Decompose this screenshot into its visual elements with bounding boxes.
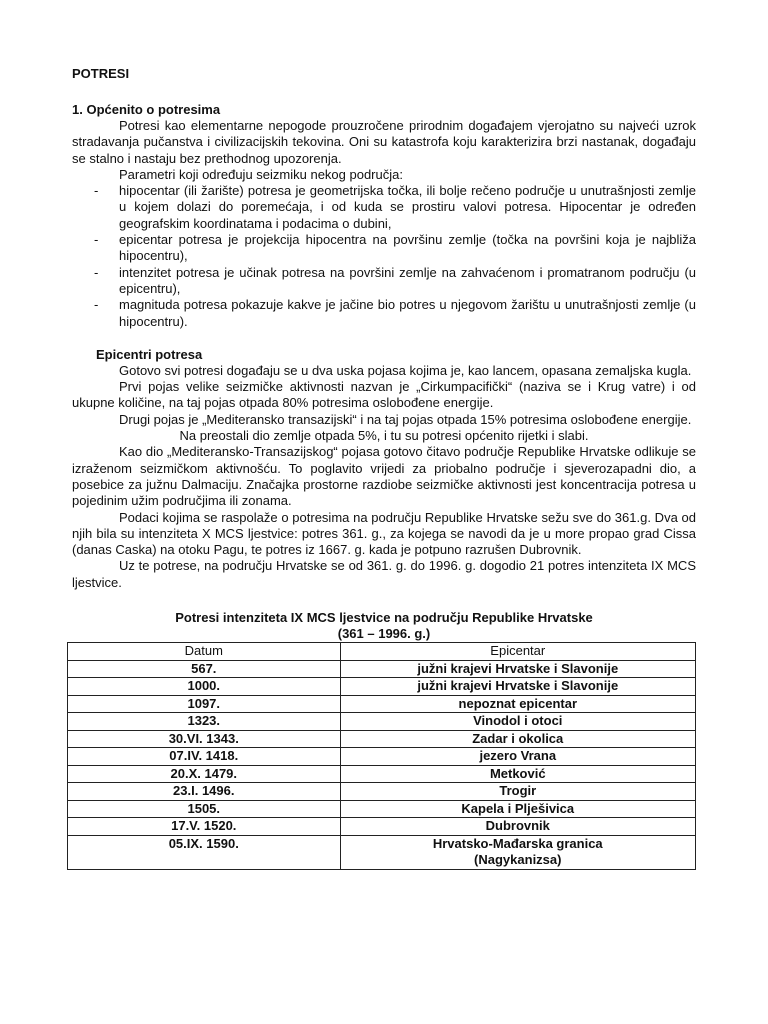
table-caption-line: Potresi intenziteta IX MCS ljestvice na području Republike Hrvatske — [175, 610, 593, 626]
cell-epicenter: južni krajevi Hrvatske i Slavonije — [340, 660, 695, 678]
cell-date: 567. — [68, 660, 341, 678]
table-row — [68, 678, 696, 696]
table-row — [68, 818, 696, 836]
table-header-row — [68, 643, 696, 661]
cell-epicenter: Metković — [340, 765, 695, 783]
cell-date: 1000. — [68, 678, 341, 696]
earthquake-table — [67, 642, 696, 870]
parameters-list — [72, 183, 696, 330]
cell-epicenter: Vinodol i otoci — [340, 713, 695, 731]
table-row — [68, 783, 696, 801]
cell-date: 1097. — [68, 695, 341, 713]
cell-epicenter: Zadar i okolica — [340, 730, 695, 748]
paragraph: Podaci kojima se raspolaže o potresima na području Republike Hrvatske sežu sve do 361.g. Dva od njih bila su intenziteta X MCS ljestvice: potres 361. g., za kojega se navodi da je u more propao grad Cissa (danas Caska) na otoku Pagu, te potres iz 1667. g. kada je potpuno razrušen Dubrovnik. — [72, 509, 696, 558]
list-item: - hipocentar (ili žarište) potresa je geometrijska točka, ili bolje rečeno područje u unutrašnjosti zemlje u kojem dolazi do poremećaja, i od kuda se prostiru valovi potresa. Hipocentar je određen geografskim koordinatama i podacima o dubini, — [72, 183, 696, 232]
table-row — [68, 800, 696, 818]
intro-paragraph: Potresi kao elementarne nepogode prouzročene prirodnim događajem vjerojatno su najveći uzrok stradavanja pučanstva i civilizacijskih tekovina. Oni su katastrofa koju karakterizira brzi nastanak, događaju se stalno i nastaju bez prethodnog upozorenja. — [72, 118, 696, 166]
parameters-intro: Parametri koji određuju seizmiku nekog područja: — [119, 166, 403, 182]
paragraph: Drugi pojas je „Mediteransko transazijski“ i na taj pojas otpada 15% potresima oslobođene energije. — [119, 411, 692, 427]
paragraph: Prvi pojas velike seizmičke aktivnosti nazvan je „Cirkumpacifički“ (naziva se i Krug vatre) i od ukupne količine, na taj pojas otpada 80% potresima oslobođene energije. — [72, 379, 696, 411]
paragraph: Na preostali dio zemlje otpada 5%, i tu su potresi općenito rijetki i slabi. — [179, 428, 589, 444]
subsection-title: Epicentri potresa — [96, 346, 203, 362]
cell-epicenter: jezero Vrana — [340, 748, 695, 766]
paragraph: Gotovo svi potresi događaju se u dva uska pojasa kojima je, kao lancem, opasana zemaljska kugla. — [119, 362, 692, 378]
section-title: 1. Općenito o potresima — [72, 102, 221, 117]
column-header-epicenter: Epicentar — [340, 643, 695, 661]
list-item: - intenzitet potresa je učinak potresa na površini zemlje na zahvaćenom i promatranom području (u epicentru), — [72, 265, 696, 298]
cell-date: 30.VI. 1343. — [68, 730, 341, 748]
cell-date: 17.V. 1520. — [68, 818, 341, 836]
cell-epicenter: nepoznat epicentar — [340, 695, 695, 713]
table-row — [68, 713, 696, 731]
document-page — [72, 66, 696, 870]
cell-date: 1505. — [68, 800, 341, 818]
cell-epicenter: Kapela i Plješivica — [340, 800, 695, 818]
table-row — [68, 695, 696, 713]
list-item: - epicentar potresa je projekcija hipocentra na površinu zemlje (točka na površini koja je najbliža hipocentru), — [72, 232, 696, 265]
paragraph: Kao dio „Mediteransko-Transazijskog“ pojasa gotovo čitavo područje Republike Hrvatske odlikuje se izraženom seizmičkom aktivnošću. To poglavito vrijedi za priobalno područje i sjeverozapadni dio, a posebice za južnu Dalmaciju. Značajka prostorne razdiobe seizmičke aktivnosti jest koncentracija potresa u pojedinim užim područjima ili zonama. — [72, 444, 696, 509]
cell-epicenter: južni krajevi Hrvatske i Slavonije — [340, 678, 695, 696]
list-item: - magnituda potresa pokazuje kakve je jačine bio potres u njegovom žarištu u unutrašnjosti zemlje (u hipocentru). — [72, 297, 696, 330]
cell-date: 05.IX. 1590. — [68, 835, 341, 869]
table-body — [68, 660, 696, 869]
table-row — [68, 748, 696, 766]
cell-epicenter: Trogir — [340, 783, 695, 801]
table-caption-line: (361 – 1996. g.) — [337, 626, 431, 642]
table-row — [68, 660, 696, 678]
cell-date: 23.I. 1496. — [68, 783, 341, 801]
cell-epicenter: Hrvatsko-Mađarska granica (Nagykanizsa) — [340, 835, 695, 869]
table-row — [68, 835, 696, 869]
document-title: POTRESI — [72, 66, 130, 81]
table-row — [68, 730, 696, 748]
cell-date: 1323. — [68, 713, 341, 731]
column-header-date: Datum — [68, 643, 341, 661]
cell-date: 07.IV. 1418. — [68, 748, 341, 766]
cell-epicenter: Dubrovnik — [340, 818, 695, 836]
cell-date: 20.X. 1479. — [68, 765, 341, 783]
paragraph: Uz te potrese, na području Hrvatske se od 361. g. do 1996. g. dogodio 21 potres intenziteta IX MCS ljestvice. — [72, 558, 696, 590]
table-row — [68, 765, 696, 783]
table-caption — [72, 610, 696, 642]
